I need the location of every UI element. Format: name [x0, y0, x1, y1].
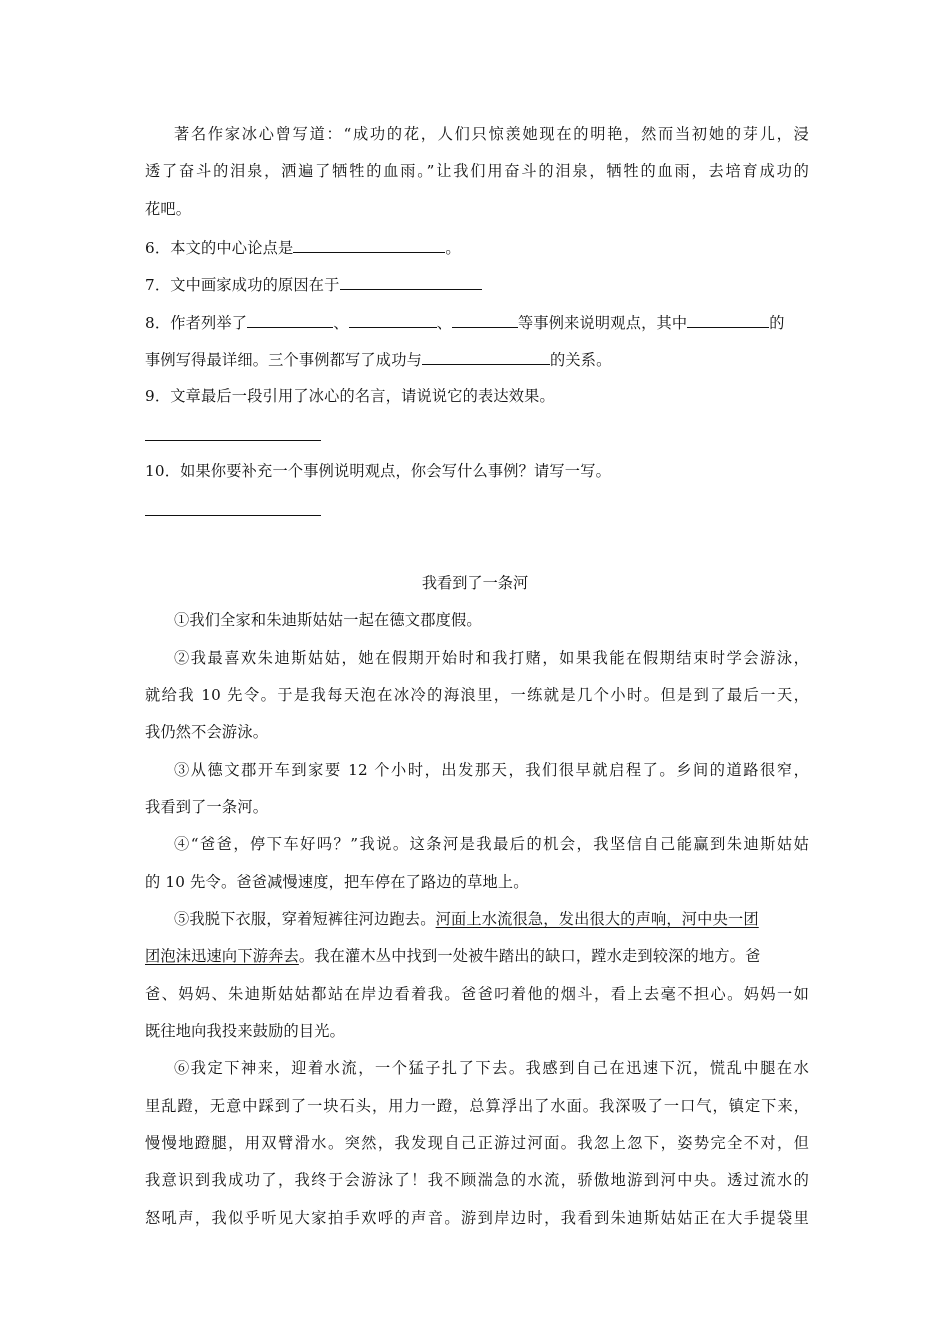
question-8-sep-1: 、	[333, 314, 349, 332]
story-title: 我看到了一条河	[421, 574, 529, 592]
story-paragraph-6-line-2: 里乱蹬，无意中踩到了一块石头，用力一蹬，总算浮出了水面。我深吸了一口气，镇定下来，	[145, 1097, 809, 1115]
intro-quote-line-3: 花吧。	[145, 200, 192, 218]
question-9-answer-line[interactable]	[145, 440, 321, 441]
story-paragraph-6-line-3: 慢慢地蹬腿，用双臂滑水。突然，我发现自己正游过河面。我忽上忽下，姿势完全不对，但	[145, 1134, 809, 1152]
story-paragraph-6-line-5: 怒吼声，我似乎听见大家拍手欢呼的声音。游到岸边时，我看到朱迪斯姑姑正在大手提袋里	[145, 1209, 809, 1227]
story-paragraph-4-line-1: ④“爸爸，停下车好吗？”我说。这条河是我最后的机会，我坚信自己能赢到朱迪斯姑姑	[174, 835, 809, 853]
question-6-end: 。	[445, 239, 461, 257]
question-8-text-4: 事例写得最详细。三个事例都写了成功与	[145, 351, 422, 369]
question-8-blank-4[interactable]	[687, 311, 769, 328]
story-paragraph-1: ①我们全家和朱迪斯姑姑一起在德文郡度假。	[174, 611, 482, 629]
question-7	[145, 273, 809, 295]
story-paragraph-5-underlined-1: 河面上水流很急，发出很大的声响，河中央一团	[435, 910, 759, 928]
story-paragraph-6-line-1: ⑥我定下神来，迎着水流，一个猛子扎了下去。我感到自己在迅速下沉，慌乱中腿在水	[174, 1059, 809, 1077]
question-6	[145, 236, 809, 258]
question-7-blank[interactable]	[340, 273, 482, 290]
question-8-text-3: 的	[769, 314, 785, 332]
question-6-text: 6．本文的中心论点是	[145, 239, 294, 257]
question-9: 9．文章最后一段引用了冰心的名言，请说说它的表达效果。	[145, 387, 555, 405]
question-8-line-1	[145, 311, 809, 333]
question-8-blank-1[interactable]	[247, 311, 333, 328]
question-8-blank-5[interactable]	[422, 348, 550, 365]
story-paragraph-2-line-2: 就给我 10 先令。于是我每天泡在冰冷的海浪里，一练就是几个小时。但是到了最后一天，	[145, 686, 809, 704]
story-paragraph-5-underlined-2: 团泡沫迅速向下游奔去	[145, 947, 299, 965]
intro-quote-line-2: 透了奋斗的泪泉，洒遍了牺牲的血雨。”让我们用奋斗的泪泉，牺牲的血雨，去培育成功的	[145, 162, 809, 180]
question-8-text-1: 8．作者列举了	[145, 314, 248, 332]
story-paragraph-2-line-3: 我仍然不会游泳。	[145, 723, 269, 741]
question-8-blank-3[interactable]	[452, 311, 518, 328]
question-8-blank-2[interactable]	[349, 311, 437, 328]
question-8-line-2	[145, 348, 809, 370]
story-paragraph-5-line-3: 爸、妈妈、朱迪斯姑姑都站在岸边看着我。爸爸叼着他的烟斗，看上去毫不担心。妈妈一如	[145, 985, 809, 1003]
story-paragraph-2-line-1: ②我最喜欢朱迪斯姑姑，她在假期开始时和我打赌，如果我能在假期结束时学会游泳，	[174, 649, 809, 667]
question-8-sep-2: 、	[436, 314, 452, 332]
story-paragraph-5-plain-1: ⑤我脱下衣服，穿着短裤往河边跑去。	[174, 910, 436, 928]
story-paragraph-5-plain-2: 。我在灌木丛中找到一处被牛踏出的缺口，蹚水走到较深的地方。爸	[298, 947, 761, 965]
story-paragraph-5-line-1	[174, 909, 809, 929]
story-paragraph-6-line-4: 我意识到我成功了，我终于会游泳了！我不顾湍急的水流，骄傲地游到河中央。透过流水的	[145, 1171, 809, 1189]
question-10: 10．如果你要补充一个事例说明观点，你会写什么事例？请写一写。	[145, 462, 611, 480]
question-10-answer-line[interactable]	[145, 515, 321, 516]
question-8-text-5: 的关系。	[549, 351, 612, 369]
story-paragraph-3-line-1: ③从德文郡开车到家要 12 个小时，出发那天，我们很早就启程了。乡间的道路很窄，	[174, 761, 809, 779]
story-paragraph-5-line-4: 既往地向我投来鼓励的目光。	[145, 1022, 346, 1040]
story-paragraph-3-line-2: 我看到了一条河。	[145, 798, 269, 816]
story-paragraph-5-line-2	[145, 946, 809, 966]
question-6-blank[interactable]	[293, 236, 445, 253]
story-paragraph-4-line-2: 的 10 先令。爸爸减慢速度，把车停在了路边的草地上。	[145, 873, 529, 891]
question-7-text: 7．文中画家成功的原因在于	[145, 276, 340, 294]
question-8-text-2: 等事例来说明观点，其中	[517, 314, 688, 332]
intro-quote-line-1: 著名作家冰心曾写道：“成功的花，人们只惊羡她现在的明艳，然而当初她的芽儿，浸	[174, 125, 809, 143]
